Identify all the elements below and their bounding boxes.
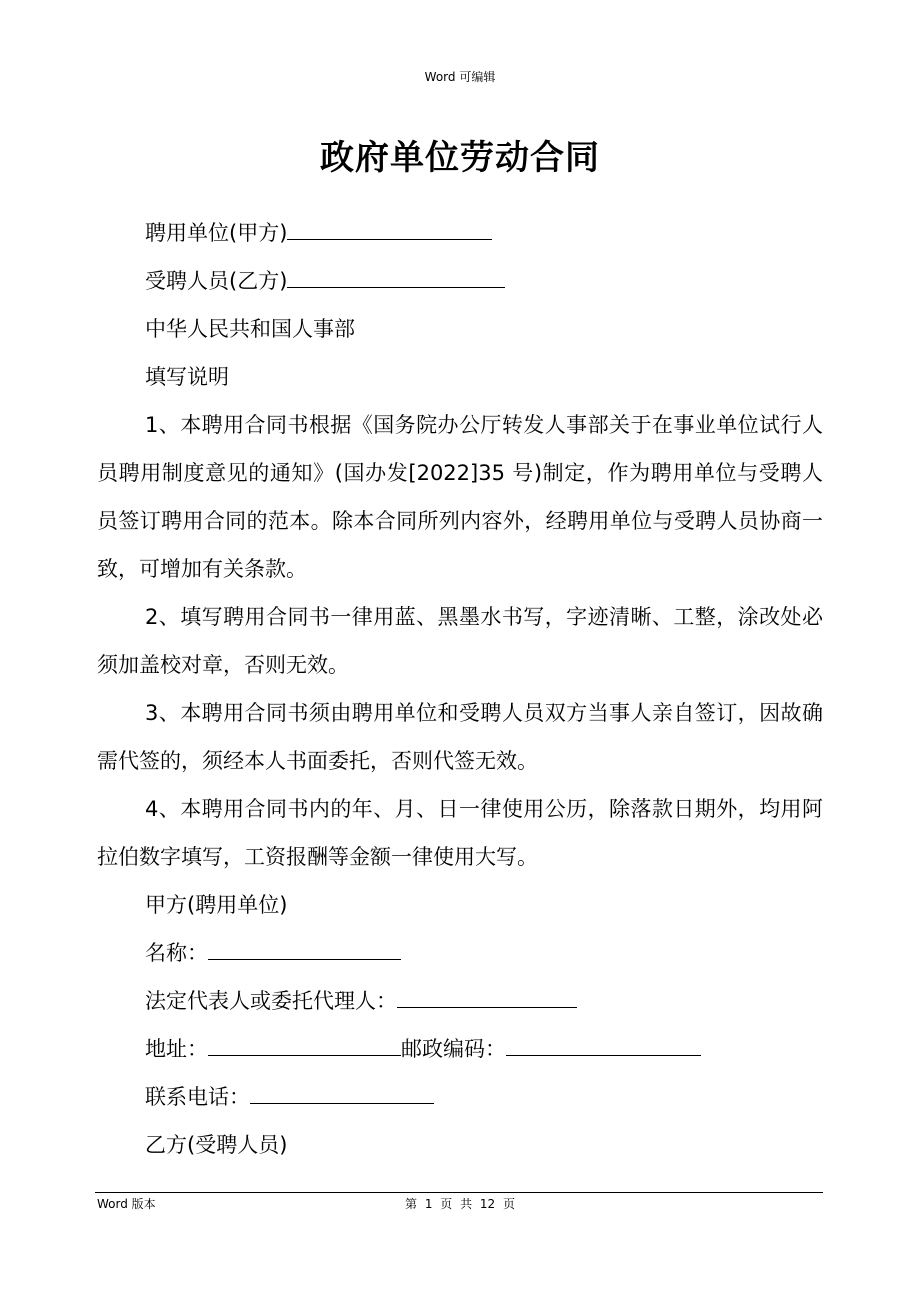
instruction-item: 2、填写聘用合同书一律用蓝、黑墨水书写，字迹清晰、工整，涂改处必须加盖校对章，否则无效。 <box>97 605 823 677</box>
employee-field <box>97 257 823 305</box>
instruction-item: 3、本聘用合同书须由聘用单位和受聘人员双方当事人亲自签订，因故确需代签的，须经本人书面委托，否则代签无效。 <box>97 701 823 773</box>
employer-label: 聘用单位(甲方) <box>145 221 288 245</box>
footer-divider <box>95 1192 823 1193</box>
party-a-name-field <box>97 929 823 977</box>
page-number: 第 1 页 共 12 页 <box>405 1197 515 1211</box>
party-a-heading: 甲方(聘用单位) <box>145 893 288 917</box>
employer-field <box>97 209 823 257</box>
employee-blank[interactable] <box>287 265 505 288</box>
rep-blank[interactable] <box>397 985 577 1008</box>
name-label: 名称： <box>145 941 208 965</box>
document-title: 政府单位劳动合同 <box>320 138 600 178</box>
party-a-rep-field <box>97 977 823 1025</box>
postcode-blank[interactable] <box>506 1033 701 1056</box>
document-body <box>97 209 823 1169</box>
party-a-address-field <box>97 1025 823 1073</box>
instructions-heading: 填写说明 <box>145 365 229 389</box>
employee-label: 受聘人员(乙方) <box>145 269 288 293</box>
phone-blank[interactable] <box>250 1081 434 1104</box>
footer-version: Word 版本 <box>97 1197 156 1211</box>
employer-blank[interactable] <box>287 217 492 240</box>
address-blank[interactable] <box>208 1033 401 1056</box>
party-b-heading: 乙方(受聘人员) <box>145 1133 288 1157</box>
instruction-item: 1、本聘用合同书根据《国务院办公厅转发人事部关于在事业单位试行人员聘用制度意见的通知》(国办发[2022]35 号)制定，作为聘用单位与受聘人员签订聘用合同的范本。除本合同所列内容外，经聘用单位与受聘人员协商一致，可增加有关条款。 <box>97 413 823 581</box>
phone-label: 联系电话： <box>145 1085 250 1109</box>
name-blank[interactable] <box>208 937 401 960</box>
instruction-item: 4、本聘用合同书内的年、月、日一律使用公历，除落款日期外，均用阿拉伯数字填写，工资报酬等金额一律使用大写。 <box>97 797 823 869</box>
issuer: 中华人民共和国人事部 <box>145 317 355 341</box>
page-header: Word 可编辑 <box>424 70 496 84</box>
postcode-label: 邮政编码： <box>401 1037 506 1061</box>
rep-label: 法定代表人或委托代理人： <box>145 989 397 1013</box>
address-label: 地址： <box>145 1037 208 1061</box>
party-a-phone-field <box>97 1073 823 1121</box>
